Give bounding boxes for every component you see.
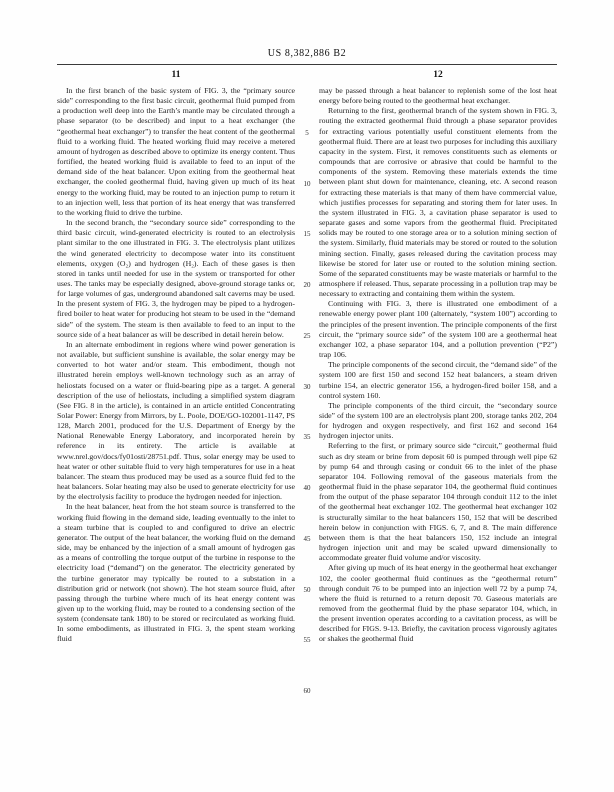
paragraph: In the second branch, the “secondary source side” corresponding to the third basic circuit, wind-generated electricity is routed to an electrolysis plant similar to the one illustrated in FIG. 3. The electrolysis plant utilizes the wind generated electricity to decompose water into its constituent elements, oxygen (O₂) and hydrogen (H₂). Each of these gases is then stored in tanks until needed for use in the system or transported for other uses. The tanks may be especially designed, above-ground storage tanks or, for large volumes of gas, underground abandoned salt caverns may be used. In the present system of FIG. 3, the hydrogen may be piped to a hydrogen-fired boiler to heat water for producing hot steam to be used in the “demand side” of the system. The steam is then available to feed to an input to the source side of a heat balancer as will be described in detail herein below. [57, 218, 295, 339]
paragraph: The principle components of the second circuit, the “demand side” of the system 100 are first 150 and second 152 heat balancers, a steam driven turbine 154, an electric generator 156, a hydrogen-fired boiler 158, and a control system 160. [319, 360, 557, 400]
paragraph: In the heat balancer, heat from the hot steam source is transferred to the working fluid flowing in the demand side, leading eventually to the inlet to a steam turbine that is coupled to and configured to drive an electric generator. The output of the heat balancer, the working fluid on the demand side, may be enhanced by the injection of a small amount of hydrogen gas as a means of controlling the torque output of the turbine in response to the electricity load (“demand”) on the generator. The electricity generated by the turbine generator may typically be routed to a substation in a distribution grid or network (not shown). The hot steam source fluid, after passing through the turbine where much of its heat energy content was given up to the working fluid, may be routed to a condensing section of the system (condensate tank 180) to be stored or recirculated as working fluid. In some embodiments, as illustrated in FIG. 3, the spent steam working fluid [57, 502, 295, 644]
left-text-column [57, 86, 295, 695]
right-text-column [319, 86, 557, 695]
line-number: 45 [303, 534, 311, 543]
paragraph: Continuing with FIG. 3, there is illustrated one embodiment of a renewable energy power plant 100 (alternately, “system 100”) according to the principles of the present invention. The principle components of the first circuit, the “primary source side” of the system 100 are a geothermal heat exchanger 102, a phase separator 104, and a pollution prevention (“P2”) trap 106. [319, 299, 557, 360]
paragraph: After giving up much of its heat energy in the geothermal heat exchanger 102, the cooler geothermal fluid continues as the “geothermal return” through conduit 76 to be pumped into an injection well 72 by a pump 74, where the fluid is returned to a return deposit 70. Gaseous materials are removed from the geothermal fluid by the phase separator 104, which, in the present invention operates according to a cavitation process, as will be described for FIGS. 9-13. Briefly, the cavitation process vigorously agitates or shakes the geothermal fluid [319, 563, 557, 644]
paragraph: may be passed through a heat balancer to replenish some of the lost heat energy before being routed to the geothermal heat exchanger. [319, 86, 557, 106]
paragraph: Returning to the first, geothermal branch of the system shown in FIG. 3, routing the extracted geothermal fluid through a phase separator provides for extracting various potentially useful constituent elements from the geothermal fluid. There are at least two purposes for including this auxiliary capacity in the system. First, it removes constituents such as elements or compounds that are corrosive or abrasive that could be harmful to the components of the system. Removing these materials extends the time between plant shut down for maintenance, cleaning, etc. A second reason for extracting these materials is that many of them have commercial value, which justifies processes for separating and storing them for later uses. In the system illustrated in FIG. 3, a cavitation phase separator is used to separate gases and some vapors from the geothermal fluid. Precipitated solids may be routed to one storage area or to a solution mining section of the system. Similarly, fluid materials may be stored or routed to the solution mining section. Finally, gases released during the cavitation process may likewise be stored for later use or routed to the solution mining section. Some of the separated constituents may be waste materials or harmful to the atmosphere if released. Thus, separate processing in a pollution trap may be necessary to extracting and containing them within the system. [319, 106, 557, 299]
line-number: 30 [303, 382, 311, 391]
paragraph: In an alternate embodiment in regions where wind power generation is not available, but sufficient sunshine is available, the solar energy may be converted to hot water and/or steam. This embodiment, though not illustrated herein employs well-known technology such as an array of heliostats focused on a water or fluid-bearing pipe as a target. A general description of the use of heliostats, including a simplified system diagram (See FIG. 8 in the article), is contained in an article entitled Concentrating Solar Power: Energy from Mirrors, by L. Poole, DOE/GO-102001-1147, PS 128, March 2001, produced for the U.S. Department of Energy by the National Renewable Energy Laboratory, and incorporated herein by reference in its entirety. The article is available at www.nrel.gov/docs/fy01osti/28751.pdf. Thus, solar energy may be used to heat water or other suitable fluid to very high temperatures for use in a heat balancer. The steam thus produced may be used as a source fluid fed to the heat balancers. Solar heating may also be used to generate electricity for use by the electrolysis facility to produce the hydrogen needed for injection. [57, 339, 295, 502]
paragraph: Referring to the first, or primary source side “circuit,” geothermal fluid such as dry steam or brine from deposit 60 is pumped through well pipe 62 by pump 64 and through casing or conduit 66 to the inlet of the phase separator 104. Following removal of the gaseous materials from the geothermal fluid in the phase separator 104, the geothermal fluid continues from the output of the phase separator 104 through conduit 112 to the inlet of the geothermal heat exchanger 102. The geothermal heat exchanger 102 is structurally similar to the heat balancers 150, 152 that will be described herein below in conjunction with FIGS. 6, 7, and 8. The main difference between them is that the heat balancers 150, 152 include an integral hydrogen injection unit and may be scaled upward dimensionally to accommodate greater fluid volume and/or viscosity. [319, 441, 557, 563]
header-rule [57, 64, 557, 65]
line-number-gutter [295, 86, 319, 695]
two-column-body [57, 86, 557, 695]
line-number: 50 [303, 585, 311, 594]
column-number-row [57, 70, 557, 80]
line-number: 5 [305, 128, 309, 137]
line-number: 40 [303, 484, 311, 492]
paragraph: In the first branch of the basic system of FIG. 3, the “primary source side” corresponding to the first basic circuit, geothermal fluid pumped from a production well deep into the Earth’s mantle may be circulated through a phase separator (to be described) and input to a heat exchanger (the “geothermal heat exchanger”) to transfer the heat content of the geothermal fluid to a working fluid. The heated working fluid may receive a metered amount of hydrogen as described above to optimize its energy content. Thus fortified, the heated working fluid is available to feed to an input of the demand side of the heat balancer. Upon exiting from the geothermal heat exchanger, the cooled geothermal fluid, having given up much of its heat energy to the working fluid, may be routed to an injection pump to return it to an injection well, less that portion of its heat energy that was transferred to the working fluid to drive the turbine. [57, 86, 295, 217]
line-number: 25 [303, 331, 311, 340]
line-number: 20 [303, 281, 311, 289]
patent-number-header: US 8,382,886 B2 [267, 48, 347, 59]
line-number: 15 [303, 230, 311, 239]
left-column-page-number: 11 [171, 70, 181, 80]
line-number: 10 [303, 179, 311, 188]
line-number: 60 [303, 687, 311, 695]
column-number-gap [295, 70, 319, 80]
line-number: 55 [303, 636, 311, 645]
paragraph: The principle components of the third circuit, the “secondary source side” of the system 100 are an electrolysis plant 200, storage tanks 202, 204 for hydrogen and oxygen respectively, and first 162 and second 164 hydrogen injector units. [319, 400, 557, 441]
right-column-page-number: 12 [433, 70, 443, 80]
line-number: 35 [303, 433, 311, 442]
